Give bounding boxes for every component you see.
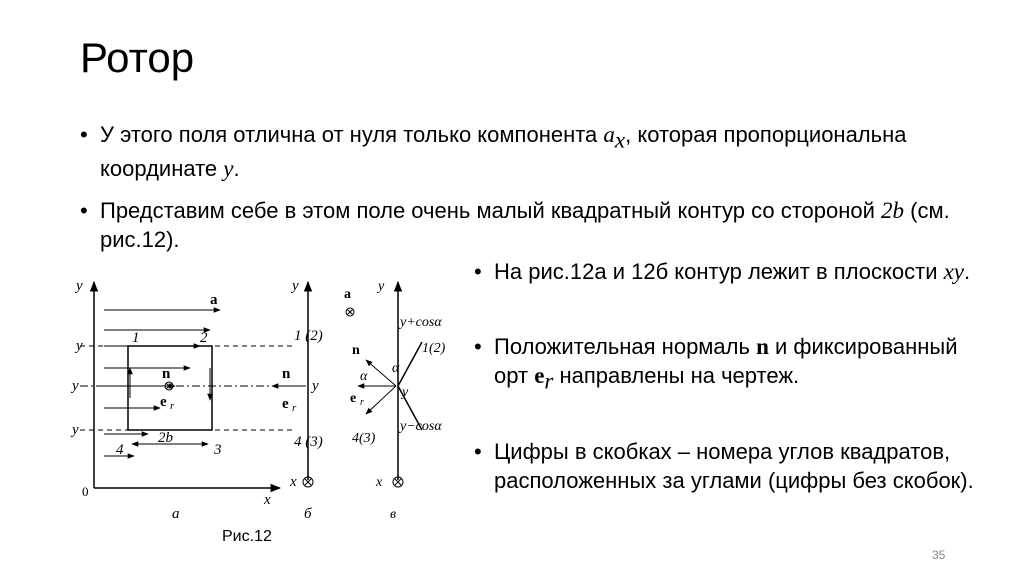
bullet-text: На рис.12а и 12б контур лежит в плоскости (494, 259, 944, 284)
bullet-normal (474, 332, 974, 395)
math-n: n (756, 334, 769, 359)
bullet-plane-xy (474, 257, 974, 286)
bullet-square-contour (80, 196, 960, 254)
bullet-text: направлены на чертеж. (553, 363, 800, 388)
er-sub: r (360, 397, 364, 408)
dimension-2b: 2b (158, 430, 173, 446)
y-plus-cos-label: y+cosα (400, 315, 442, 330)
panel-b-caption: б (304, 506, 312, 522)
slide-number: 35 (932, 548, 946, 562)
bullet-text: (см. рис.12). (100, 198, 950, 252)
a-vector-label: a (210, 292, 218, 308)
corner-3: 3 (214, 442, 222, 458)
axis-y-label: y (378, 279, 385, 294)
corner-2: 2 (200, 330, 208, 346)
y-minus-cos-label: y−cosα (400, 419, 442, 434)
alpha-label: α (360, 369, 368, 384)
er-sub: r (292, 402, 297, 414)
corner-4-3: 4 (3) (294, 434, 323, 450)
math-y: y (223, 156, 234, 182)
normal-n-label: n (162, 366, 171, 382)
y-label: y (72, 422, 79, 438)
corner-4-3: 4(3) (352, 431, 376, 446)
er-label: e (350, 391, 357, 406)
panel-b-labels (282, 278, 323, 522)
normal-n-label: n (352, 343, 360, 358)
math-2b: 2b (881, 198, 905, 223)
axis-y-label: y (76, 278, 83, 294)
corner-4: 4 (116, 442, 124, 458)
bullet-text: . (964, 259, 971, 284)
bullet-text: , которая пропорциональна координате (100, 122, 907, 182)
bullet-component-ax (80, 120, 960, 183)
panel-v-caption: в (390, 507, 397, 522)
er-label: e (282, 396, 289, 412)
y-label: y (312, 378, 319, 394)
slide-title: Ротор (80, 34, 195, 81)
panel-v (346, 282, 422, 487)
bullet-text: и фиксированный орт (494, 334, 958, 388)
a-vector-label: a (344, 287, 351, 302)
y-label: y (76, 338, 83, 354)
corner-1: 1 (132, 330, 140, 346)
panel-b (272, 282, 313, 487)
x-label: x (290, 474, 297, 490)
x-label: x (376, 475, 383, 490)
corner-1-2: 1(2) (422, 341, 446, 356)
bullet-text: Положительная нормаль (494, 334, 757, 359)
math-sub-x: x (614, 127, 626, 153)
origin-label: 0 (82, 484, 89, 499)
bullet-text: Представим себе в этом поле очень малый квадратный контур со стороной (100, 198, 882, 223)
math-a: a (603, 122, 615, 147)
normal-n-label: n (282, 366, 291, 382)
bullet-text: Цифры в скобках – номера углов квадратов, расположенных за углами (цифры без скобок). (494, 439, 974, 493)
er-label: e (160, 394, 167, 410)
math-xy: xy (943, 259, 965, 284)
math-e: e (534, 363, 545, 388)
bullet-text: . (233, 156, 240, 182)
bullet-text: У этого поля отлична от нуля только компонента (100, 122, 604, 147)
panel-a-caption: a (172, 506, 180, 522)
figure-12 (60, 268, 470, 530)
alpha-label: α (392, 361, 400, 376)
axis-x-label: x (264, 492, 271, 508)
panel-a-labels (70, 278, 271, 522)
bullet-numbers (474, 437, 974, 495)
y-label: y (72, 378, 79, 394)
er-sub: r (170, 400, 175, 412)
y-label: y (402, 385, 409, 400)
figure-caption: Рис.12 (222, 528, 272, 545)
corner-1-2: 1 (2) (294, 328, 323, 344)
axis-y-label: y (292, 278, 299, 294)
panel-a (80, 282, 300, 488)
math-sub-r: r (544, 368, 554, 394)
